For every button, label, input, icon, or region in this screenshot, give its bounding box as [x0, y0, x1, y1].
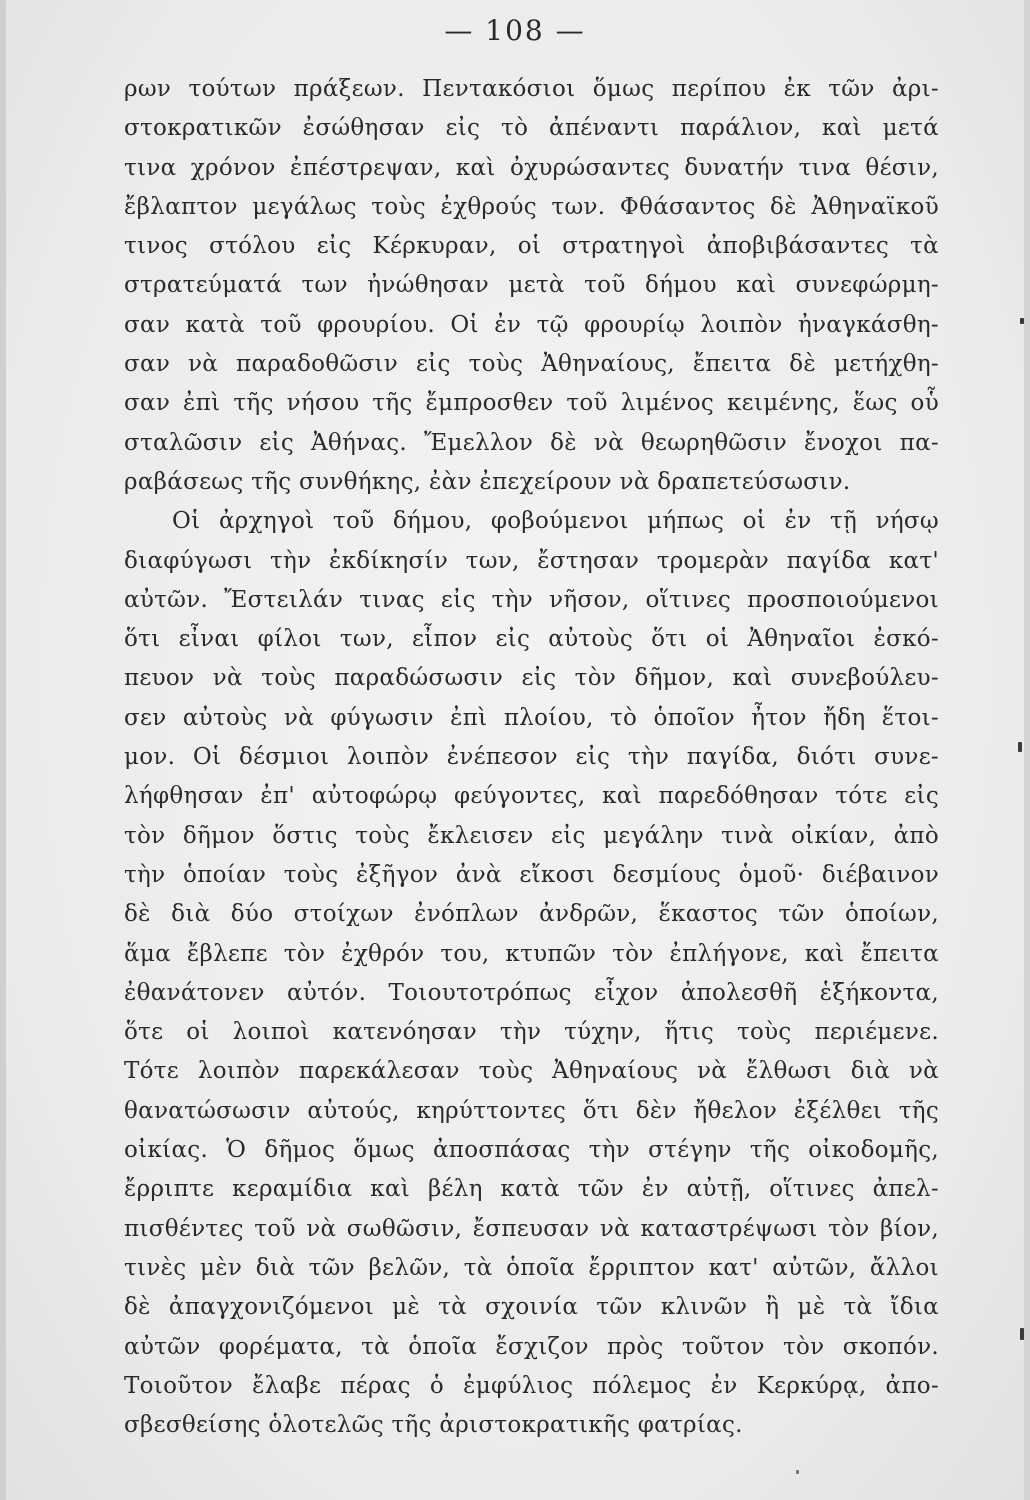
text-line: σεν αὐτοὺς νὰ φύγωσιν ἐπὶ πλοίου, τὸ ὁποῖον ἦτον ἤδη ἕτοι- [124, 704, 939, 731]
text-line: τινα χρόνον ἐπέστρεψαν, καὶ ὀχυρώσαντες δυνατήν τινα θέσιν, [124, 154, 939, 181]
paper-speck [1020, 1328, 1024, 1340]
text-line: σαν κατὰ τοῦ φρουρίου. Οἱ ἐν τῷ φρουρίῳ λοιπὸν ἠναγκάσθη- [124, 311, 939, 338]
text-line: σαν ἐπὶ τῆς νήσου τῆς ἔμπροσθεν τοῦ λιμένος κειμένης, ἕως οὗ [124, 390, 939, 417]
text-line: τινος στόλου εἰς Κέρκυραν, οἱ στρατηγοὶ ἀποβιβάσαντες τὰ [124, 233, 939, 260]
text-line: στοκρατικῶν ἐσώθησαν εἰς τὸ ἀπέναντι παράλιον, καὶ μετά [124, 115, 939, 142]
text-line: οἰκίας. Ὁ δῆμος ὅμως ἀποσπάσας τὴν στέγην τῆς οἰκοδομῆς, [124, 1137, 939, 1164]
text-line: θανατώσωσιν αὐτούς, κηρύττοντες ὅτι δὲν ἤθελον ἐξέλθει τῆς [124, 1097, 939, 1124]
body-text [124, 70, 939, 1445]
text-line: τὴν ὁποίαν τοὺς ἐξῆγον ἀνὰ εἴκοσι δεσμίους ὁμοῦ· διέβαινον [124, 861, 939, 888]
paper-speck [1018, 742, 1022, 752]
text-line: πισθέντες τοῦ νὰ σωθῶσιν, ἔσπευσαν νὰ καταστρέψωσι τὸν βίον, [124, 1215, 939, 1242]
text-line: σβεσθείσης ὁλοτελῶς τῆς ἀριστοκρατικῆς φατρίας. [124, 1412, 743, 1439]
text-line: διαφύγωσι τὴν ἐκδίκησίν των, ἔστησαν τρομερὰν παγίδα κατ' [124, 547, 939, 574]
text-line: ρων τούτων πράξεων. Πεντακόσιοι ὅμως περίπου ἐκ τῶν ἀρι- [124, 76, 939, 102]
text-line: δὲ διὰ δύο στοίχων ἐνόπλων ἀνδρῶν, ἕκαστος τῶν ὁποίων, [124, 901, 939, 928]
text-line: σταλῶσιν εἰς Ἀθήνας. Ἔμελλον δὲ νὰ θεωρηθῶσιν ἔνοχοι πα- [124, 429, 939, 456]
text-line: αὐτῶν. Ἔστειλάν τινας εἰς τὴν νῆσον, οἵτινες προσποιούμενοι [124, 586, 939, 613]
text-line: ὅτε οἱ λοιποὶ κατενόησαν τὴν τύχην, ἥτις τοὺς περιέμενε. [124, 1019, 939, 1046]
text-line: στρατεύματά των ἠνώθησαν μετὰ τοῦ δήμου καὶ συνεφώρμη- [124, 272, 939, 299]
text-line: Τοιοῦτον ἔλαβε πέρας ὁ ἐμφύλιος πόλεμος ἐν Κερκύρᾳ, ἀπο- [124, 1372, 939, 1399]
text-line: σαν νὰ παραδοθῶσιν εἰς τοὺς Ἀθηναίους, ἔπειτα δὲ μετήχθη- [124, 351, 939, 378]
text-line: ἔρριπτε κεραμίδια καὶ βέλη κατὰ τῶν ἐν αὐτῇ, οἵτινες ἀπελ- [124, 1176, 939, 1203]
paper-speck [796, 1470, 799, 1474]
text-line: Τότε λοιπὸν παρεκάλεσαν τοὺς Ἀθηναίους νὰ ἔλθωσι διὰ νὰ [124, 1058, 939, 1085]
text-line: ἐθανάτονεν αὐτόν. Τοιουτοτρόπως εἶχον ἀπολεσθῆ ἑξήκοντα, [124, 979, 939, 1006]
text-line: ἅμα ἔβλεπε τὸν ἐχθρόν του, κτυπῶν τὸν ἐπλήγονε, καὶ ἔπειτα [124, 940, 939, 967]
paper-speck [1020, 318, 1024, 324]
text-line: Οἱ ἀρχηγοὶ τοῦ δήμου, φοβούμενοι μήπως οἱ ἐν τῇ νήσῳ [172, 508, 939, 535]
text-line: μον. Οἱ δέσμιοι λοιπὸν ἐνέπεσον εἰς τὴν παγίδα, διότι συνε- [124, 744, 939, 771]
text-line: δὲ ἀπαγχονιζόμενοι μὲ τὰ σχοινία τῶν κλινῶν ἢ μὲ τὰ ἴδια [124, 1294, 939, 1321]
text-line: ραβάσεως τῆς συνθήκης, ἐὰν ἐπεχείρουν νὰ δραπετεύσωσιν. [124, 468, 851, 495]
text-line: τὸν δῆμον ὅστις τοὺς ἔκλεισεν εἰς μεγάλην τινὰ οἰκίαν, ἀπὸ [124, 822, 939, 849]
text-line: ὅτι εἶναι φίλοι των, εἶπον εἰς αὐτοὺς ὅτι οἱ Ἀθηναῖοι ἐσκό- [124, 626, 939, 653]
text-line: πευον νὰ τοὺς παραδώσωσιν εἰς τὸν δῆμον, καὶ συνεβούλευ- [124, 665, 939, 692]
text-line: ἔβλαπτον μεγάλως τοὺς ἐχθρούς των. Φθάσαντος δὲ Ἀθηναϊκοῦ [124, 193, 939, 220]
text-line: αὐτῶν φορέματα, τὰ ὁποῖα ἔσχιζον πρὸς τοῦτον τὸν σκοπόν. [124, 1333, 939, 1360]
page-number: — 108 — [444, 14, 586, 47]
text-line: λήφθησαν ἐπ' αὐτοφώρῳ φεύγοντες, καὶ παρεδόθησαν τότε εἰς [124, 783, 939, 810]
text-line: τινὲς μὲν διὰ τῶν βελῶν, τὰ ὁποῖα ἔρριπτον κατ' αὐτῶν, ἄλλοι [124, 1254, 939, 1281]
